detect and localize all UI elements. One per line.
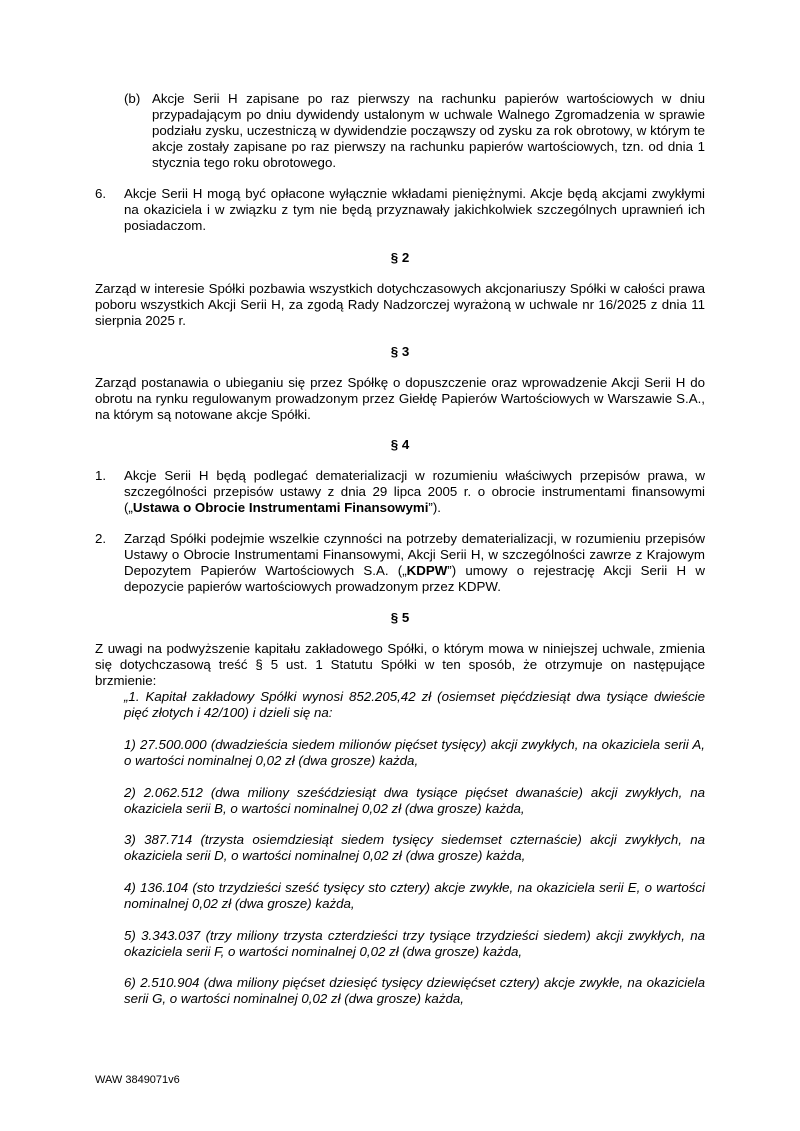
section-5-intro: Z uwagi na podwyższenie kapitału zakładowego Spółki, o którym mowa w niniejszej uchwale, zmienia się dotychczasową treść § 5 ust. 1 Statutu Spółki w ten sposób, że otrzymuje on następujące brzmienie: [95, 641, 705, 688]
text-span: ”) umowy o rejestrację Akcji Serii H w depozycie papierów wartościowych prowadzonym przez KDPW. [124, 563, 705, 594]
list-item-4-1 [95, 468, 705, 516]
section-3-text: Zarząd postanawia o ubieganiu się przez Spółkę o dopuszczenie oraz wprowadzenie Akcji Serii H do obrotu na rynku regulowanym prowadzonym przez Giełdę Papierów Wartościowych w Warszawie S.A., na którym są notowane akcje Spółki. [95, 375, 705, 422]
defined-term: KDPW [406, 563, 448, 578]
list-marker: 6. [95, 186, 107, 201]
quote-item-4: 4) 136.104 (sto trzydzieści sześć tysięcy sto cztery) akcje zwykłe, na okaziciela serii E, o wartości nominalnej 0,02 zł (dwa grosze) każda, [124, 880, 705, 911]
text-span: Akcje Serii H będą podlegać dematerializacji w rozumieniu właściwych przepisów prawa, w szczególności przepisów ustawy z dnia 29 lipca 2005 r. o obrocie instrumentami finansowymi („ [124, 468, 705, 515]
quote-item-1: 1) 27.500.000 (dwadzieścia siedem milionów pięćset tysięcy) akcji zwykłych, na okaziciela serii A, o wartości nominalnej 0,02 zł (dwa grosze) każda, [124, 737, 705, 768]
list-item-text: Akcje Serii H mogą być opłacone wyłącznie wkładami pieniężnymi. Akcje będą akcjami zwykłymi na okaziciela i w związku z tym nie będą przyznawały jakichkolwiek szczególnych uprawnień ich posiadaczom. [124, 186, 705, 233]
section-heading-4: § 4 [390, 437, 410, 452]
quote-item-5: 5) 3.343.037 (trzy miliony trzysta czterdzieści trzy tysiące trzydzieści siedem) akcji zwykłych, na okaziciela serii F, o wartości nominalnej 0,02 zł (dwa grosze) każda, [124, 928, 705, 959]
section-heading-2: § 2 [390, 250, 410, 265]
quote-item-3: 3) 387.714 (trzysta osiemdziesiąt siedem tysięcy siedemset czternaście) akcji zwykłych, na okaziciela serii D, o wartości nominalnej 0,02 zł (dwa grosze) każda, [124, 832, 705, 863]
list-item-b [124, 91, 705, 171]
quote-item-6: 6) 2.510.904 (dwa miliony pięćset dziesięć tysięcy dziewięćset cztery) akcje zwykłe, na okaziciela serii G, o wartości nominalnej 0,02 zł (dwa grosze) każda, [124, 975, 705, 1006]
list-item-text [124, 531, 705, 595]
quote-intro: „1. Kapitał zakładowy Spółki wynosi 852.205,42 zł (osiemset pięćdziesiąt dwa tysiące dwieście pięć złotych i 42/100) i dzieli się na: [124, 689, 705, 720]
section-heading-3: § 3 [390, 344, 410, 359]
section-heading-5: § 5 [390, 610, 410, 625]
list-item-text [124, 468, 705, 516]
document-reference: WAW 3849071v6 [95, 1074, 180, 1086]
list-marker: (b) [124, 91, 141, 106]
quote-item-2: 2) 2.062.512 (dwa miliony sześćdziesiąt dwa tysiące pięćset dwanaście) akcji zwykłych, na okaziciela serii B, o wartości nominalnej 0,02 zł (dwa grosze) każda, [124, 785, 705, 816]
list-item-text: Akcje Serii H zapisane po raz pierwszy na rachunku papierów wartościowych w dniu przypadającym po dniu dywidendy ustalonym w uchwale Walnego Zgromadzenia w sprawie podziału zysku, uczestniczą w dywidendzie począwszy od zysku za rok obrotowy, w którym te akcje zostały zapisane po raz pierwszy na rachunku papierów wartościowych, tzn. od dnia 1 stycznia tego roku obrotowego. [152, 91, 705, 170]
text-span: ”). [428, 500, 441, 515]
list-item-4-2 [95, 531, 705, 595]
list-marker: 1. [95, 468, 107, 483]
defined-term: Ustawa o Obrocie Instrumentami Finansowymi [132, 500, 429, 515]
list-item-6 [95, 186, 705, 234]
list-marker: 2. [95, 531, 107, 546]
text-span: Zarząd Spółki podejmie wszelkie czynności na potrzeby dematerializacji, w rozumieniu przepisów Ustawy o Obrocie Instrumentami Finansowymi, Akcji Serii H, w szczególności zawrze z Krajowym Depozytem Papierów Wartościowych S.A. („ [124, 531, 705, 578]
section-2-text: Zarząd w interesie Spółki pozbawia wszystkich dotychczasowych akcjonariuszy Spółki w całości prawa poboru wszystkich Akcji Serii H, za zgodą Rady Nadzorczej wyrażoną w uchwale nr 16/2025 z dnia 11 sierpnia 2025 r. [95, 281, 705, 328]
